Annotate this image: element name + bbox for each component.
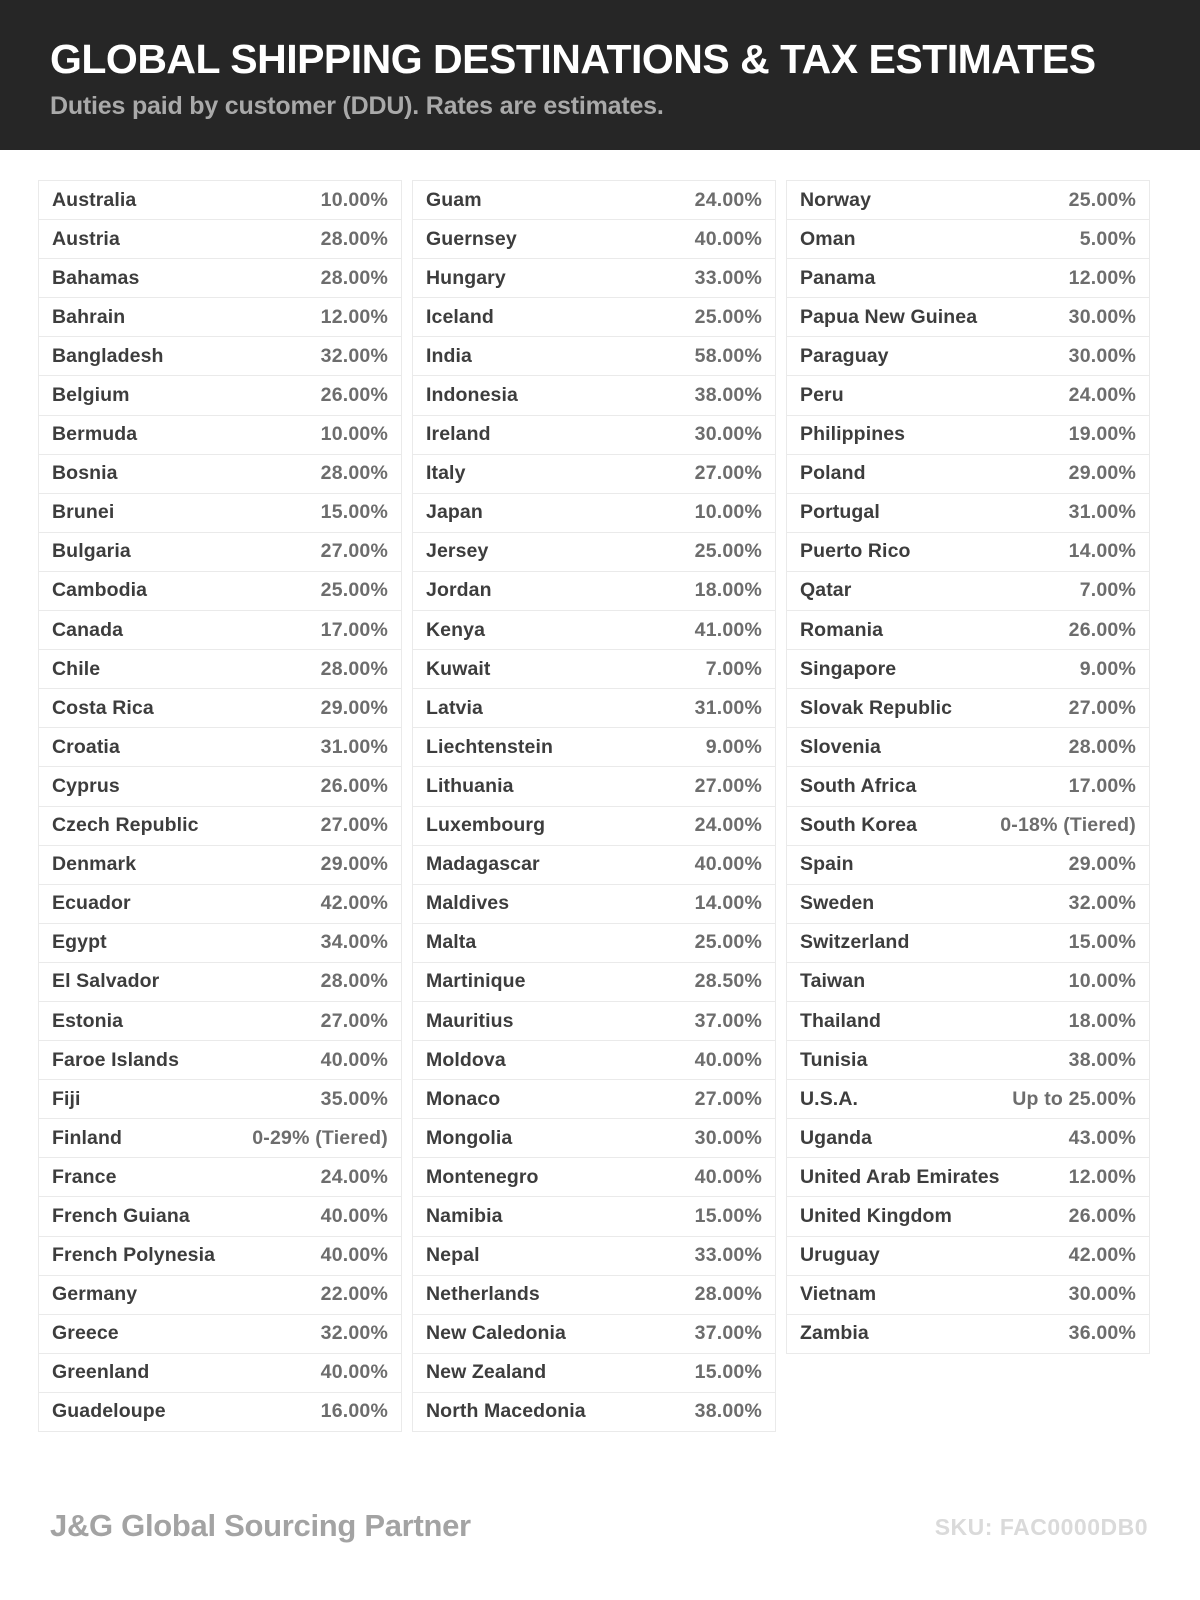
tax-rate: 28.00% xyxy=(1068,735,1136,758)
tax-rate: 29.00% xyxy=(1068,853,1136,876)
tax-rate: 9.00% xyxy=(705,735,762,758)
country-name: Sweden xyxy=(800,892,875,915)
table-row xyxy=(413,455,775,494)
rate-column xyxy=(786,180,1150,1354)
country-name: South Africa xyxy=(800,774,917,797)
country-name: Ireland xyxy=(426,423,491,446)
country-name: Croatia xyxy=(52,735,120,758)
country-name: Vietnam xyxy=(800,1283,877,1306)
tax-rate: 37.00% xyxy=(694,1009,762,1032)
tax-rate: 24.00% xyxy=(1068,384,1136,407)
country-name: Czech Republic xyxy=(52,814,199,837)
table-row xyxy=(413,1237,775,1276)
country-name: Slovak Republic xyxy=(800,696,953,719)
tax-rate: 12.00% xyxy=(1068,1165,1136,1188)
tax-rate: 28.00% xyxy=(320,657,388,680)
page-subtitle: Duties paid by customer (DDU). Rates are estimates. xyxy=(50,92,664,120)
tax-rate: 40.00% xyxy=(320,1244,388,1267)
tax-rate: 24.00% xyxy=(694,188,762,211)
tax-rate: 36.00% xyxy=(1068,1322,1136,1345)
tax-rate: 15.00% xyxy=(1068,931,1136,954)
table-row xyxy=(413,650,775,689)
country-name: Bahamas xyxy=(52,266,140,289)
country-name: French Polynesia xyxy=(52,1244,216,1267)
tax-rate: 25.00% xyxy=(320,579,388,602)
tax-rate: 42.00% xyxy=(1068,1244,1136,1267)
table-row xyxy=(787,1080,1149,1119)
table-row xyxy=(413,533,775,572)
table-row xyxy=(413,1393,775,1432)
country-name: Bahrain xyxy=(52,305,126,328)
tax-rate: 32.00% xyxy=(1068,892,1136,915)
table-row xyxy=(787,494,1149,533)
country-name: Austria xyxy=(52,227,120,250)
country-name: South Korea xyxy=(800,814,918,837)
table-row xyxy=(39,807,401,846)
tax-rate: 0-29% (Tiered) xyxy=(252,1126,388,1149)
country-name: Estonia xyxy=(52,1009,124,1032)
country-name: Indonesia xyxy=(426,384,518,407)
table-row xyxy=(413,689,775,728)
tax-rate: 24.00% xyxy=(694,814,762,837)
tax-rate: 19.00% xyxy=(1068,423,1136,446)
table-row xyxy=(787,767,1149,806)
sku-label: SKU: FAC0000DB0 xyxy=(934,1514,1148,1540)
tax-rate: 31.00% xyxy=(320,735,388,758)
table-row xyxy=(39,611,401,650)
table-row xyxy=(413,1041,775,1080)
country-name: Spain xyxy=(800,853,854,876)
country-name: Portugal xyxy=(800,501,880,524)
tax-rate: 38.00% xyxy=(1068,1048,1136,1071)
country-name: Fiji xyxy=(52,1087,81,1110)
country-name: Cyprus xyxy=(52,774,120,797)
tax-rate: 37.00% xyxy=(694,1322,762,1345)
country-name: Denmark xyxy=(52,853,137,876)
tax-rate: 7.00% xyxy=(1079,579,1136,602)
table-row xyxy=(787,416,1149,455)
table-row xyxy=(39,337,401,376)
tax-rate: 32.00% xyxy=(320,344,388,367)
table-row xyxy=(787,220,1149,259)
country-name: Bangladesh xyxy=(52,344,164,367)
tax-rate: 30.00% xyxy=(1068,305,1136,328)
table-row xyxy=(787,337,1149,376)
tax-rate: 25.00% xyxy=(694,931,762,954)
tax-rate: 30.00% xyxy=(694,423,762,446)
country-name: Greenland xyxy=(52,1361,150,1384)
tax-rate: 18.00% xyxy=(1068,1009,1136,1032)
table-row xyxy=(39,220,401,259)
table-row xyxy=(787,298,1149,337)
table-row xyxy=(787,924,1149,963)
country-name: United Arab Emirates xyxy=(800,1165,1000,1188)
table-row xyxy=(787,728,1149,767)
country-name: Lithuania xyxy=(426,774,514,797)
tax-rate: 14.00% xyxy=(694,892,762,915)
tax-rate: 26.00% xyxy=(1068,1204,1136,1227)
table-row xyxy=(39,1237,401,1276)
country-name: Thailand xyxy=(800,1009,881,1032)
tax-rate: 9.00% xyxy=(1079,657,1136,680)
table-row xyxy=(787,455,1149,494)
table-row xyxy=(413,1354,775,1393)
tax-rate: Up to 25.00% xyxy=(1012,1087,1136,1110)
tax-rate: 29.00% xyxy=(320,853,388,876)
table-row xyxy=(413,494,775,533)
country-name: North Macedonia xyxy=(426,1400,586,1423)
table-row xyxy=(413,376,775,415)
table-row xyxy=(787,572,1149,611)
tax-rate: 27.00% xyxy=(320,814,388,837)
table-row xyxy=(787,376,1149,415)
table-row xyxy=(39,924,401,963)
table-row xyxy=(413,572,775,611)
tax-rate: 27.00% xyxy=(694,462,762,485)
table-row xyxy=(787,1276,1149,1315)
country-name: United Kingdom xyxy=(800,1204,952,1227)
table-row xyxy=(39,455,401,494)
table-row xyxy=(39,689,401,728)
tax-rate: 25.00% xyxy=(1068,188,1136,211)
table-row xyxy=(413,337,775,376)
tax-rate: 26.00% xyxy=(320,774,388,797)
tax-rate: 25.00% xyxy=(694,540,762,563)
table-row xyxy=(39,767,401,806)
table-row xyxy=(39,650,401,689)
table-row xyxy=(39,494,401,533)
country-name: El Salvador xyxy=(52,970,160,993)
table-row xyxy=(39,1197,401,1236)
tax-rate: 25.00% xyxy=(694,305,762,328)
tax-rate: 16.00% xyxy=(320,1400,388,1423)
country-name: Madagascar xyxy=(426,853,540,876)
tax-rate: 10.00% xyxy=(320,423,388,446)
table-row xyxy=(39,259,401,298)
tax-rate: 40.00% xyxy=(694,227,762,250)
table-row xyxy=(39,1393,401,1432)
table-row xyxy=(413,1080,775,1119)
tax-rate: 24.00% xyxy=(320,1165,388,1188)
country-name: French Guiana xyxy=(52,1204,190,1227)
table-row xyxy=(787,689,1149,728)
tax-rate: 31.00% xyxy=(1068,501,1136,524)
tax-rate: 40.00% xyxy=(320,1361,388,1384)
country-name: Canada xyxy=(52,618,124,641)
tax-rate: 30.00% xyxy=(694,1126,762,1149)
table-row xyxy=(39,181,401,220)
country-name: Japan xyxy=(426,501,483,524)
tax-rate: 42.00% xyxy=(320,892,388,915)
tax-rate: 28.00% xyxy=(694,1283,762,1306)
country-name: Panama xyxy=(800,266,876,289)
country-name: Papua New Guinea xyxy=(800,305,978,328)
tax-rate: 33.00% xyxy=(694,1244,762,1267)
table-row xyxy=(787,846,1149,885)
country-name: Singapore xyxy=(800,657,897,680)
country-name: Cambodia xyxy=(52,579,148,602)
country-name: Switzerland xyxy=(800,931,910,954)
table-row xyxy=(39,1354,401,1393)
table-row xyxy=(413,807,775,846)
table-row xyxy=(39,1002,401,1041)
country-name: Philippines xyxy=(800,423,906,446)
table-row xyxy=(413,885,775,924)
country-name: Norway xyxy=(800,188,872,211)
table-row xyxy=(39,728,401,767)
country-name: Italy xyxy=(426,462,466,485)
country-name: Faroe Islands xyxy=(52,1048,180,1071)
country-name: Slovenia xyxy=(800,735,881,758)
country-name: Uruguay xyxy=(800,1244,880,1267)
country-name: Mongolia xyxy=(426,1126,513,1149)
tax-rate: 27.00% xyxy=(694,1087,762,1110)
country-name: Moldova xyxy=(426,1048,506,1071)
tax-rate: 7.00% xyxy=(705,657,762,680)
tax-rate: 12.00% xyxy=(320,305,388,328)
tax-rate: 28.00% xyxy=(320,462,388,485)
table-row xyxy=(413,1158,775,1197)
country-name: Peru xyxy=(800,384,844,407)
country-name: Liechtenstein xyxy=(426,735,553,758)
country-name: Greece xyxy=(52,1322,119,1345)
tax-rate: 15.00% xyxy=(694,1361,762,1384)
country-name: Iceland xyxy=(426,305,494,328)
country-name: Ecuador xyxy=(52,892,131,915)
table-row xyxy=(787,533,1149,572)
table-row xyxy=(787,181,1149,220)
table-row xyxy=(413,298,775,337)
country-name: Hungary xyxy=(426,266,506,289)
table-row xyxy=(413,924,775,963)
tax-rate: 18.00% xyxy=(694,579,762,602)
tax-rate: 40.00% xyxy=(320,1204,388,1227)
country-name: Netherlands xyxy=(426,1283,540,1306)
table-row xyxy=(39,1315,401,1354)
tax-rate: 28.00% xyxy=(320,266,388,289)
table-row xyxy=(413,1315,775,1354)
table-row xyxy=(787,1002,1149,1041)
rate-column xyxy=(38,180,402,1432)
country-name: Namibia xyxy=(426,1204,503,1227)
tax-rate: 34.00% xyxy=(320,931,388,954)
tax-rate: 28.50% xyxy=(694,970,762,993)
country-name: India xyxy=(426,344,473,367)
tax-rate: 27.00% xyxy=(320,1009,388,1032)
table-row xyxy=(787,1041,1149,1080)
tax-rate: 33.00% xyxy=(694,266,762,289)
country-name: Poland xyxy=(800,462,866,485)
brand-name: J&G Global Sourcing Partner xyxy=(50,1508,471,1543)
country-name: Romania xyxy=(800,618,884,641)
tax-rate: 10.00% xyxy=(694,501,762,524)
country-name: Zambia xyxy=(800,1322,869,1345)
table-row xyxy=(413,767,775,806)
table-row xyxy=(39,533,401,572)
table-row xyxy=(787,650,1149,689)
rate-column xyxy=(412,180,776,1432)
table-row xyxy=(413,1119,775,1158)
tax-rate: 27.00% xyxy=(1068,696,1136,719)
table-row xyxy=(413,1276,775,1315)
tax-rate: 5.00% xyxy=(1079,227,1136,250)
tax-rate: 10.00% xyxy=(320,188,388,211)
table-row xyxy=(787,259,1149,298)
tax-rate: 12.00% xyxy=(1068,266,1136,289)
country-name: Kuwait xyxy=(426,657,491,680)
country-name: Mauritius xyxy=(426,1009,514,1032)
country-name: Luxembourg xyxy=(426,814,546,837)
country-name: Brunei xyxy=(52,501,115,524)
tax-rate: 17.00% xyxy=(1068,774,1136,797)
tax-rate: 26.00% xyxy=(320,384,388,407)
country-name: Finland xyxy=(52,1126,123,1149)
country-name: Jersey xyxy=(426,540,489,563)
tax-rate: 43.00% xyxy=(1068,1126,1136,1149)
page-header xyxy=(0,0,1200,150)
country-name: New Caledonia xyxy=(426,1322,566,1345)
country-name: Tunisia xyxy=(800,1048,868,1071)
tax-rate: 58.00% xyxy=(694,344,762,367)
tax-rate: 40.00% xyxy=(320,1048,388,1071)
page-title: GLOBAL SHIPPING DESTINATIONS & TAX ESTIMATES xyxy=(50,36,1096,82)
table-row xyxy=(39,885,401,924)
table-row xyxy=(413,416,775,455)
table-row xyxy=(413,259,775,298)
table-row xyxy=(413,611,775,650)
country-name: Chile xyxy=(52,657,101,680)
tax-rate: 35.00% xyxy=(320,1087,388,1110)
country-name: Qatar xyxy=(800,579,852,602)
country-name: Jordan xyxy=(426,579,492,602)
country-name: Guam xyxy=(426,188,482,211)
country-name: Malta xyxy=(426,931,477,954)
table-row xyxy=(39,298,401,337)
country-name: Belgium xyxy=(52,384,130,407)
tax-rate: 30.00% xyxy=(1068,1283,1136,1306)
tax-rate: 28.00% xyxy=(320,970,388,993)
tax-rate: 30.00% xyxy=(1068,344,1136,367)
table-row xyxy=(787,807,1149,846)
country-name: Bermuda xyxy=(52,423,138,446)
table-row xyxy=(413,846,775,885)
table-row xyxy=(787,1119,1149,1158)
country-name: Kenya xyxy=(426,618,486,641)
country-name: Monaco xyxy=(426,1087,501,1110)
country-name: Paraguay xyxy=(800,344,889,367)
country-name: New Zealand xyxy=(426,1361,547,1384)
tax-rate: 38.00% xyxy=(694,1400,762,1423)
tax-rate: 41.00% xyxy=(694,618,762,641)
table-row xyxy=(39,376,401,415)
table-row xyxy=(39,416,401,455)
table-row xyxy=(413,220,775,259)
table-row xyxy=(413,728,775,767)
tax-rate: 14.00% xyxy=(1068,540,1136,563)
table-row xyxy=(39,1041,401,1080)
tax-rate: 10.00% xyxy=(1068,970,1136,993)
table-row xyxy=(39,963,401,1002)
country-name: Maldives xyxy=(426,892,510,915)
country-name: Martinique xyxy=(426,970,526,993)
table-row xyxy=(787,611,1149,650)
table-row xyxy=(787,1315,1149,1354)
table-row xyxy=(787,963,1149,1002)
country-name: Montenegro xyxy=(426,1165,539,1188)
tax-rate: 26.00% xyxy=(1068,618,1136,641)
table-row xyxy=(413,181,775,220)
tax-rate: 29.00% xyxy=(1068,462,1136,485)
country-name: France xyxy=(52,1165,117,1188)
country-name: Bosnia xyxy=(52,462,118,485)
country-name: Egypt xyxy=(52,931,107,954)
table-row xyxy=(39,1080,401,1119)
tax-rate: 32.00% xyxy=(320,1322,388,1345)
tax-rate: 29.00% xyxy=(320,696,388,719)
country-name: Australia xyxy=(52,188,137,211)
table-row xyxy=(787,885,1149,924)
country-name: Puerto Rico xyxy=(800,540,911,563)
table-row xyxy=(413,963,775,1002)
tax-rate-table xyxy=(38,180,1150,1432)
tax-rate: 31.00% xyxy=(694,696,762,719)
table-row xyxy=(413,1197,775,1236)
country-name: Nepal xyxy=(426,1244,480,1267)
tax-rate: 40.00% xyxy=(694,1048,762,1071)
country-name: Latvia xyxy=(426,696,483,719)
table-row xyxy=(787,1197,1149,1236)
tax-rate: 15.00% xyxy=(694,1204,762,1227)
country-name: Costa Rica xyxy=(52,696,154,719)
country-name: Germany xyxy=(52,1283,138,1306)
country-name: Taiwan xyxy=(800,970,866,993)
table-row xyxy=(39,1276,401,1315)
table-row xyxy=(39,572,401,611)
table-row xyxy=(39,1119,401,1158)
tax-rate: 40.00% xyxy=(694,1165,762,1188)
tax-rate: 17.00% xyxy=(320,618,388,641)
country-name: Guernsey xyxy=(426,227,517,250)
country-name: Oman xyxy=(800,227,856,250)
country-name: Bulgaria xyxy=(52,540,131,563)
tax-rate: 22.00% xyxy=(320,1283,388,1306)
country-name: U.S.A. xyxy=(800,1087,859,1110)
table-row xyxy=(413,1002,775,1041)
table-row xyxy=(787,1237,1149,1276)
tax-rate: 28.00% xyxy=(320,227,388,250)
table-row xyxy=(39,1158,401,1197)
tax-rate: 0-18% (Tiered) xyxy=(1000,814,1136,837)
tax-rate: 38.00% xyxy=(694,384,762,407)
country-name: Guadeloupe xyxy=(52,1400,166,1423)
tax-rate: 40.00% xyxy=(694,853,762,876)
table-row xyxy=(39,846,401,885)
tax-rate: 27.00% xyxy=(694,774,762,797)
tax-rate: 27.00% xyxy=(320,540,388,563)
table-row xyxy=(787,1158,1149,1197)
tax-rate: 15.00% xyxy=(320,501,388,524)
country-name: Uganda xyxy=(800,1126,873,1149)
